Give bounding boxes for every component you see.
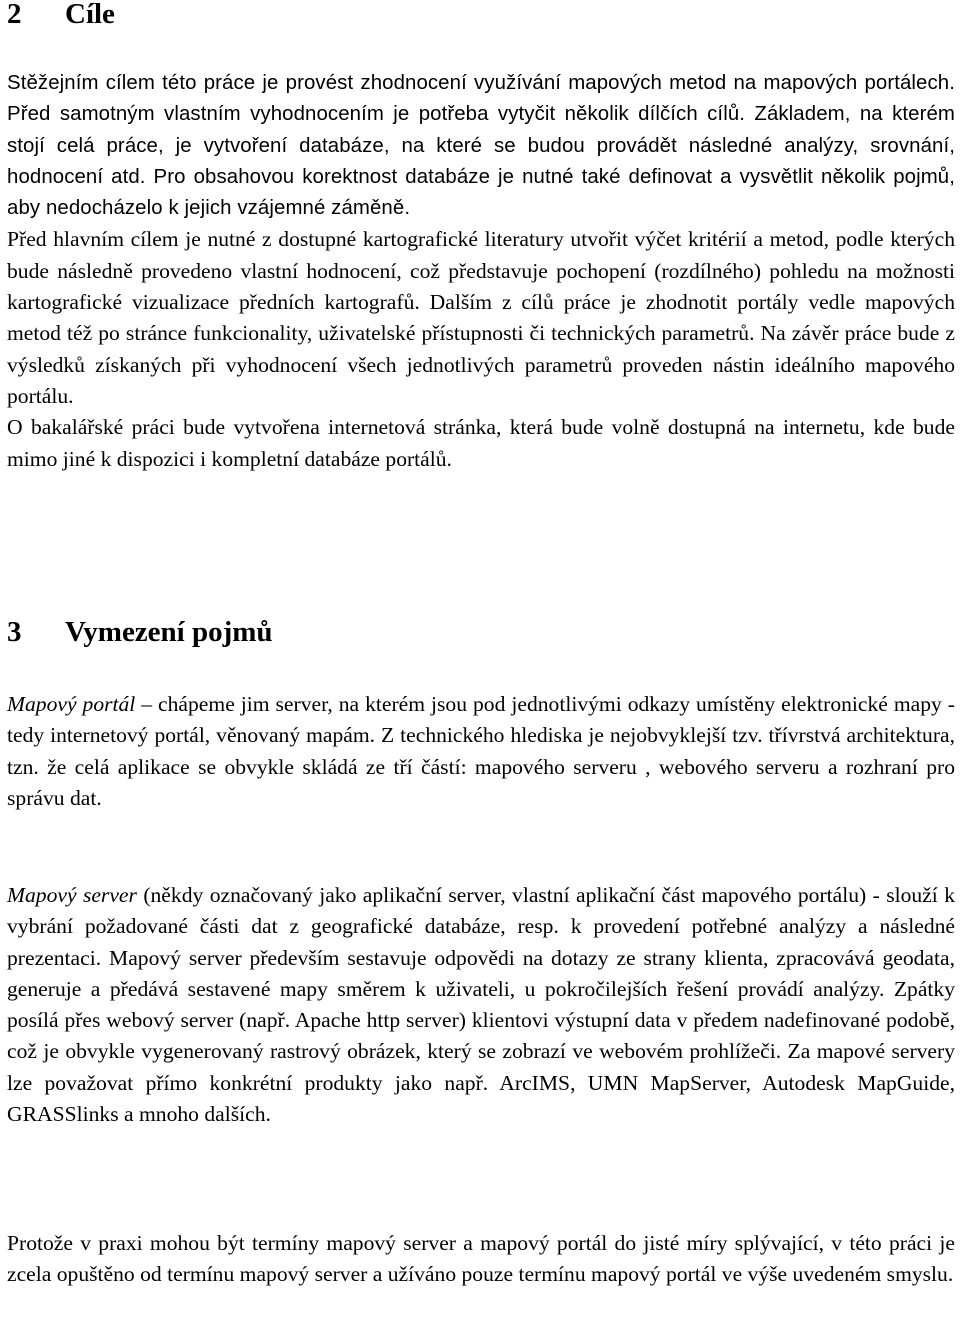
- map-portal-text: – chápeme jim server, na kterém jsou pod jednotlivými odkazy umístěny elektronické mapy - tedy internetový portál, věnovaný mapám. Z technického hlediska je nejobvyklejší tzv. třívrstvá architektura, tzn. že celá aplikace se obvykle skládá ze tří částí: mapového serveru , webového serveru a rozhraní pro správu dat.: [7, 692, 955, 810]
- website-paragraph: O bakalářské práci bude vytvořena internetová stránka, která bude volně dostupná na internetu, kde bude mimo jiné k dispozici i kompletní databáze portálů.: [7, 415, 955, 471]
- section-2-body: [7, 68, 955, 475]
- section-2-title: Cíle: [65, 0, 115, 30]
- map-server-term: Mapový server: [7, 883, 137, 907]
- section-3-number: 3: [7, 616, 22, 648]
- map-server-text: (někdy označovaný jako aplikační server, vlastní aplikační část mapového portálu) - slouží k vybrání požadované části dat z geografické databáze, resp. k provedení potřebné analýzy a následné prezentaci. Mapový server především sestavuje odpovědi na dotazy ze strany klienta, zpracovává geodata, generuje a předává sestavené mapy směrem k uživateli, u pokročilejších řešení provádí analýzy. Zpátky posílá přes webový server (např. Apache http server) klientovi výstupní data v předem nadefinované podobě, což je obvykle vygenerovaný rastrový obrázek, který se zobrazí ve webovém prohlížeči. Za mapové servery lze považovat přímo konkrétní produkty jako např. ArcIMS, UMN MapServer, Autodesk MapGuide, GRASSlinks a mnoho dalších.: [7, 883, 955, 1127]
- map-portal-paragraph: [7, 689, 955, 814]
- section-2-heading: [7, 0, 115, 29]
- section-3-title: Vymezení pojmů: [65, 616, 273, 648]
- section-3-heading: [7, 618, 273, 647]
- section-2-number: 2: [7, 0, 22, 30]
- goals-paragraph: Stěžejním cílem této práce je provést zhodnocení využívání mapových metod na mapových portálech. Před samotným vlastním vyhodnocením je potřeba vytyčit několik dílčích cílů. Základem, na kterém stojí celá práce, je vytvoření databáze, na které se budou provádět následné analýzy, srovnání, hodnocení atd. Pro obsahovou korektnost databáze je nutné také definovat a vysvětlit několik pojmů, aby nedocházelo k jejich vzájemné záměně.: [7, 72, 955, 220]
- map-portal-term: Mapový portál: [7, 692, 136, 716]
- map-server-definition: [7, 880, 955, 1130]
- method-paragraph: Před hlavním cílem je nutné z dostupné kartografické literatury utvořit výčet kritérií a metod, podle kterých bude následně provedeno vlastní hodnocení, což představuje pochopení (rozdílného) pohledu na možnosti kartografické vizualizace předních kartografů. Dalším z cílů práce je zhodnotit portály vedle mapových metod též po stránce funkcionality, uživatelské přístupnosti či technických parametrů. Na závěr práce bude z výsledků získaných při vyhodnocení všech jednotlivých parametrů proveden nástin ideálního mapového portálu.: [7, 227, 955, 408]
- terminology-conclusion: [7, 1228, 955, 1291]
- conclusion-paragraph: Protože v praxi mohou být termíny mapový server a mapový portál do jisté míry splývající, v této práci je zcela opuštěno od termínu mapový server a užíváno pouze termínu mapový portál ve výše uvedeném smyslu.: [7, 1231, 955, 1287]
- map-server-paragraph: [7, 880, 955, 1130]
- map-portal-definition: [7, 689, 955, 814]
